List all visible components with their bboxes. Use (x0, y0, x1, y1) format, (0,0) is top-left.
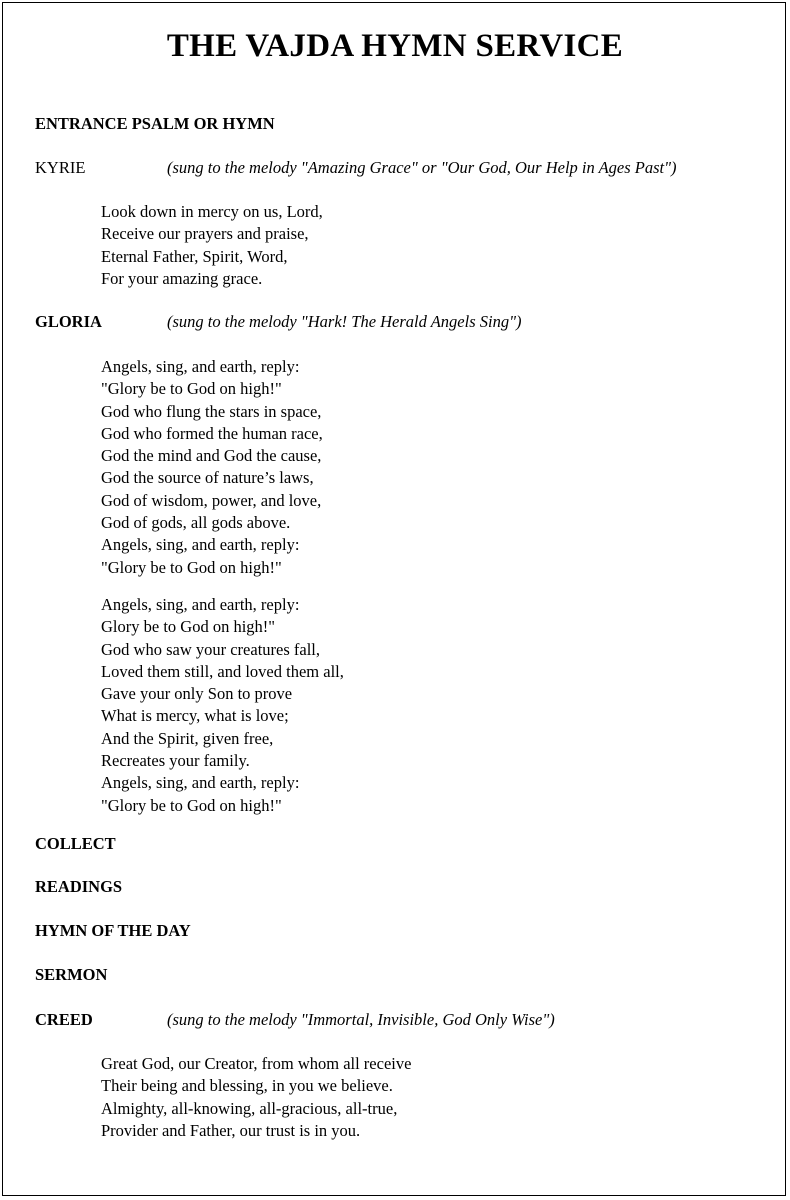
heading-kyrie: KYRIE (35, 158, 86, 177)
gloria-line: "Glory be to God on high!" (101, 795, 282, 815)
heading-readings: READINGS (35, 877, 123, 896)
gloria-line: Angels, sing, and earth, reply: (101, 773, 300, 793)
gloria-line: Angels, sing, and earth, reply: (101, 535, 300, 555)
kyrie-line: For your amazing grace. (101, 268, 263, 288)
gloria-line: God who formed the human race, (101, 423, 323, 443)
gloria-line: Recreates your family. (101, 751, 250, 771)
gloria-line: God the source of nature’s laws, (101, 468, 314, 488)
gloria-line: Glory be to God on high!" (101, 617, 276, 637)
gloria-stanza-2 (101, 594, 344, 817)
gloria-line: Angels, sing, and earth, reply: (101, 357, 300, 376)
gloria-line: "Glory be to God on high!" (101, 557, 282, 577)
gloria-line: God the mind and God the cause, (101, 446, 322, 466)
creed-line: Almighty, all-knowing, all-gracious, all-true, (101, 1098, 398, 1118)
gloria-line: God of gods, all gods above. (101, 513, 291, 533)
gloria-melody-note: (sung to the melody "Hark! The Herald Angels Sing") (167, 312, 522, 331)
gloria-line: "Glory be to God on high!" (101, 379, 282, 399)
kyrie-line: Eternal Father, Spirit, Word, (101, 246, 288, 266)
heading-hymn-of-the-day: HYMN OF THE DAY (35, 921, 191, 940)
heading-sermon: SERMON (35, 965, 108, 984)
kyrie-line: Look down in mercy on us, Lord, (101, 202, 323, 221)
gloria-line: God of wisdom, power, and love, (101, 490, 322, 510)
gloria-line: Gave your only Son to prove (101, 684, 293, 704)
gloria-line: And the Spirit, given free, (101, 728, 274, 748)
kyrie-melody-note: (sung to the melody "Amazing Grace" or "Our God, Our Help in Ages Past") (167, 158, 677, 177)
gloria-line: Angels, sing, and earth, reply: (101, 595, 300, 614)
kyrie-line: Receive our prayers and praise, (101, 224, 309, 244)
heading-collect: COLLECT (35, 834, 116, 853)
creed-stanza (101, 1053, 411, 1142)
page-title: THE VAJDA HYMN SERVICE (166, 28, 624, 64)
kyrie-stanza (101, 201, 323, 290)
gloria-line: Loved them still, and loved them all, (101, 661, 344, 681)
gloria-line: God who saw your creatures fall, (101, 639, 321, 659)
gloria-line: What is mercy, what is love; (101, 706, 289, 726)
gloria-stanza-1 (101, 356, 323, 579)
creed-line: Their being and blessing, in you we believe. (101, 1076, 393, 1096)
creed-line: Great God, our Creator, from whom all receive (101, 1054, 412, 1073)
gloria-line: God who flung the stars in space, (101, 401, 322, 421)
heading-entrance: ENTRANCE PSALM OR HYMN (35, 114, 275, 133)
heading-creed: CREED (35, 1010, 93, 1029)
creed-melody-note: (sung to the melody "Immortal, Invisible, God Only Wise") (167, 1010, 555, 1029)
creed-line: Provider and Father, our trust is in you. (101, 1120, 361, 1140)
heading-gloria: GLORIA (35, 312, 102, 331)
